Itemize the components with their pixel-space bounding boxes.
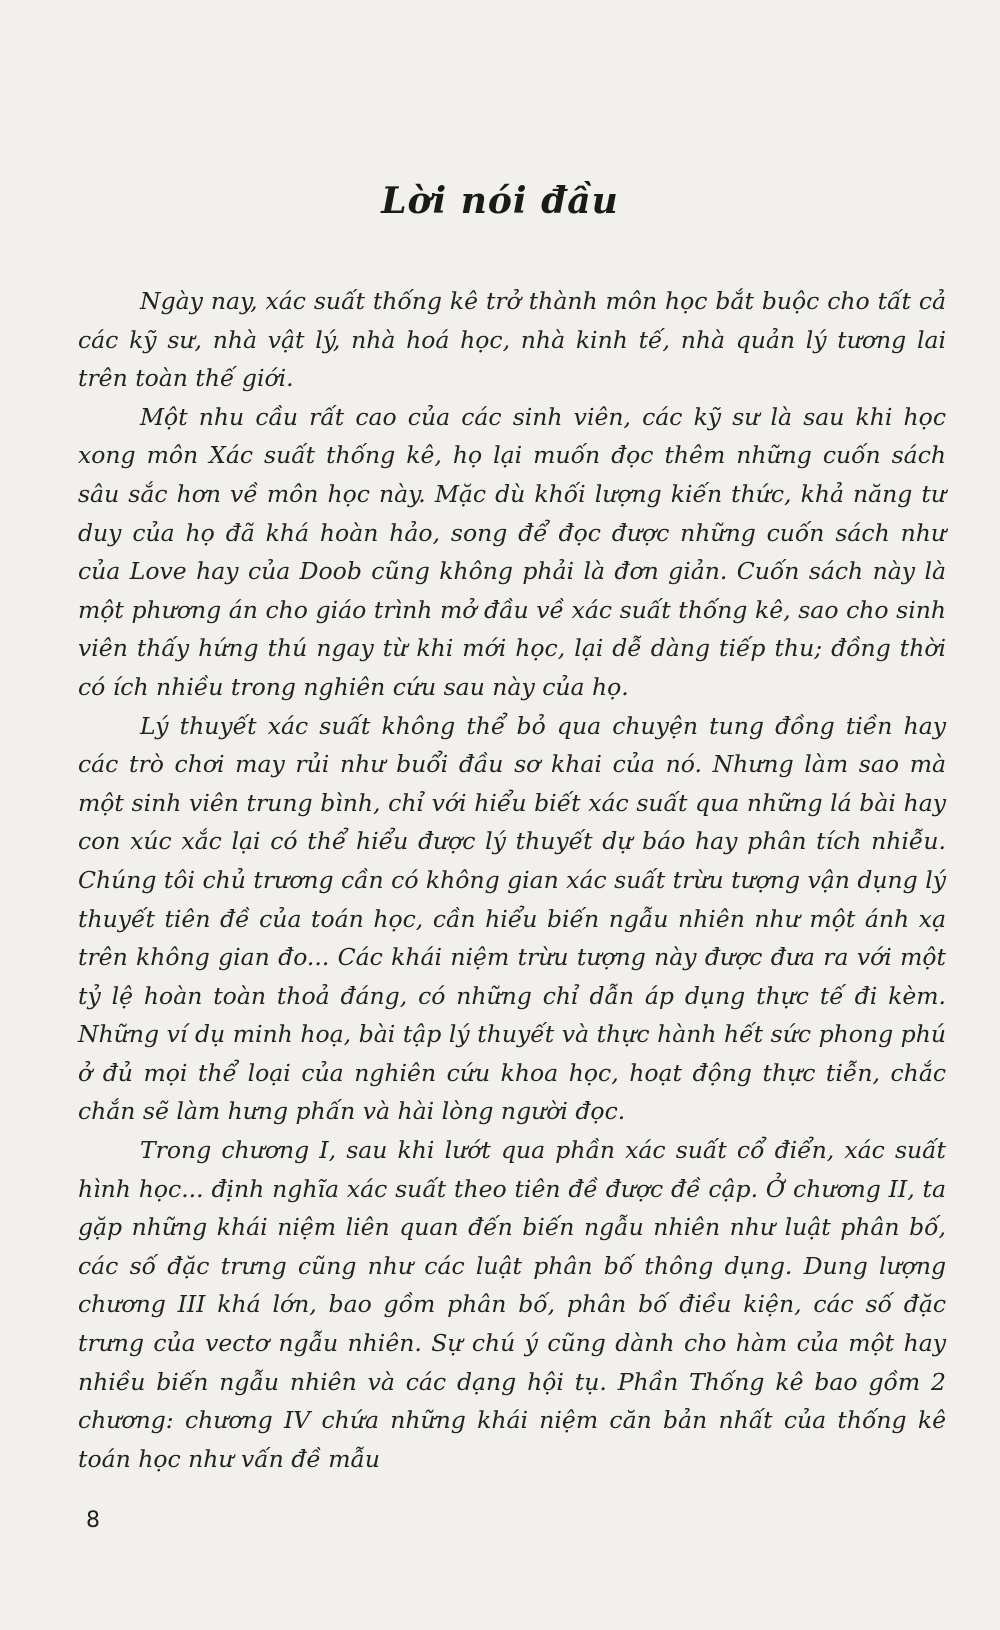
paragraph-2: Một nhu cầu rất cao của các sinh viên, các kỹ sư là sau khi học xong môn Xác suất thống kê, họ lại muốn đọc thêm những cuốn sách sâu sắc hơn về môn học này. Mặc dù khối lượng kiến thức, khả năng tư duy của họ đã khá hoàn hảo, song để đọc được những cuốn sách như của Love hay của Doob cũng không phải là đơn giản. Cuốn sách này là một phương án cho giáo trình mở đầu về xác suất thống kê, sao cho sinh viên thấy hứng thú ngay từ khi mới học, lại dễ dàng tiếp thu; đồng thời có ích nhiều trong nghiên cứu sau này của họ.: [78, 402, 946, 701]
page-number: 8: [86, 1508, 100, 1533]
paragraph-4: Trong chương I, sau khi lướt qua phần xác suất cổ điển, xác suất hình học... định nghĩa xác suất theo tiên đề được đề cập. Ở chương II, ta gặp những khái niệm liên quan đến biến ngẫu nhiên như luật phân bố, các số đặc trưng cũng như các luật phân bố thông dụng. Dung lượng chương III khá lớn, bao gồm phân bố, phân bố điều kiện, các số đặc trưng của vectơ ngẫu nhiên. Sự chú ý cũng dành cho hàm của một hay nhiều biến ngẫu nhiên và các dạng hội tụ. Phần Thống kê bao gồm 2 chương: chương IV chứa những khái niệm căn bản nhất của thống kê toán học như vấn đề mẫu: [78, 1136, 946, 1473]
page-title: Lời nói đầu: [381, 180, 619, 222]
paragraph-1: Ngày nay, xác suất thống kê trở thành môn học bắt buộc cho tất cả các kỹ sư, nhà vật lý, nhà hoá học, nhà kinh tế, nhà quản lý tương lai trên toàn thế giới.: [78, 287, 946, 393]
body-text: [78, 282, 946, 1478]
paragraph-3: Lý thuyết xác suất không thể bỏ qua chuyện tung đồng tiền hay các trò chơi may rủi như buổi đầu sơ khai của nó. Nhưng làm sao mà một sinh viên trung bình, chỉ với hiểu biết xác suất qua những lá bài hay con xúc xắc lại có thể hiểu được lý thuyết dự báo hay phân tích nhiễu. Chúng tôi chủ trương cần có không gian xác suất trừu tượng vận dụng lý thuyết tiên đề của toán học, cần hiểu biến ngẫu nhiên như một ánh xạ trên không gian đo... Các khái niệm trừu tượng này được đưa ra với một tỷ lệ hoàn toàn thoả đáng, có những chỉ dẫn áp dụng thực tế đi kèm. Những ví dụ minh hoạ, bài tập lý thuyết và thực hành hết sức phong phú ở đủ mọi thể loại của nghiên cứu khoa học, hoạt động thực tiễn, chắc chắn sẽ làm hưng phấn và hài lòng người đọc.: [78, 711, 946, 1126]
